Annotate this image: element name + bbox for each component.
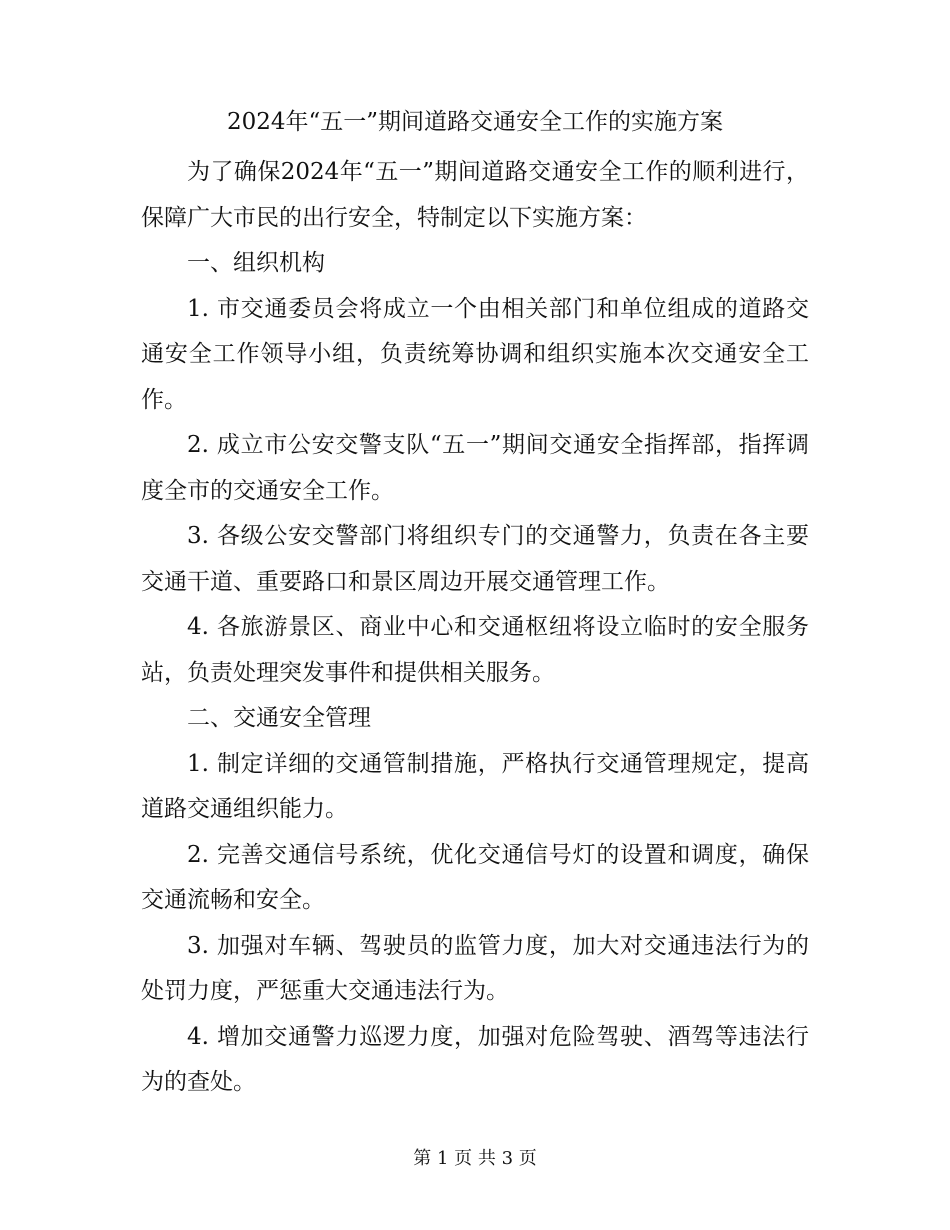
page-footer: 第 1 页 共 3 页 bbox=[413, 1148, 537, 1169]
intro-paragraph: 为了确保2024年“五一”期间道路交通安全工作的顺利进行，保障广大市民的出行安全，特制定以下实施方案： bbox=[141, 159, 809, 231]
section-heading-traffic-management: 二、交通安全管理 bbox=[187, 705, 371, 731]
organization-item-1: 1. 市交通委员会将成立一个由相关部门和单位组成的道路交通安全工作领导小组，负责统筹协调和组织实施本次交通安全工作。 bbox=[141, 295, 809, 413]
traffic-management-item-2: 2. 完善交通信号系统，优化交通信号灯的设置和调度，确保交通流畅和安全。 bbox=[141, 841, 809, 913]
traffic-management-item-3: 3. 加强对车辆、驾驶员的监管力度，加大对交通违法行为的处罚力度，严惩重大交通违法行为。 bbox=[141, 932, 809, 1004]
document-body bbox=[141, 150, 809, 1106]
organization-item-3: 3. 各级公安交警部门将组织专门的交通警力，负责在各主要交通干道、重要路口和景区周边开展交通管理工作。 bbox=[141, 523, 809, 595]
traffic-management-item-4: 4. 增加交通警力巡逻力度，加强对危险驾驶、酒驾等违法行为的查处。 bbox=[141, 1023, 809, 1095]
section-heading-organization: 一、组织机构 bbox=[187, 250, 325, 276]
traffic-management-item-1: 1. 制定详细的交通管制措施，严格执行交通管理规定，提高道路交通组织能力。 bbox=[141, 750, 809, 822]
organization-item-4: 4. 各旅游景区、商业中心和交通枢纽将设立临时的安全服务站，负责处理突发事件和提供相关服务。 bbox=[141, 614, 809, 686]
document-title: 2024年“五一”期间道路交通安全工作的实施方案 bbox=[226, 109, 724, 135]
organization-item-2: 2. 成立市公安交警支队“五一”期间交通安全指挥部，指挥调度全市的交通安全工作。 bbox=[141, 432, 809, 504]
